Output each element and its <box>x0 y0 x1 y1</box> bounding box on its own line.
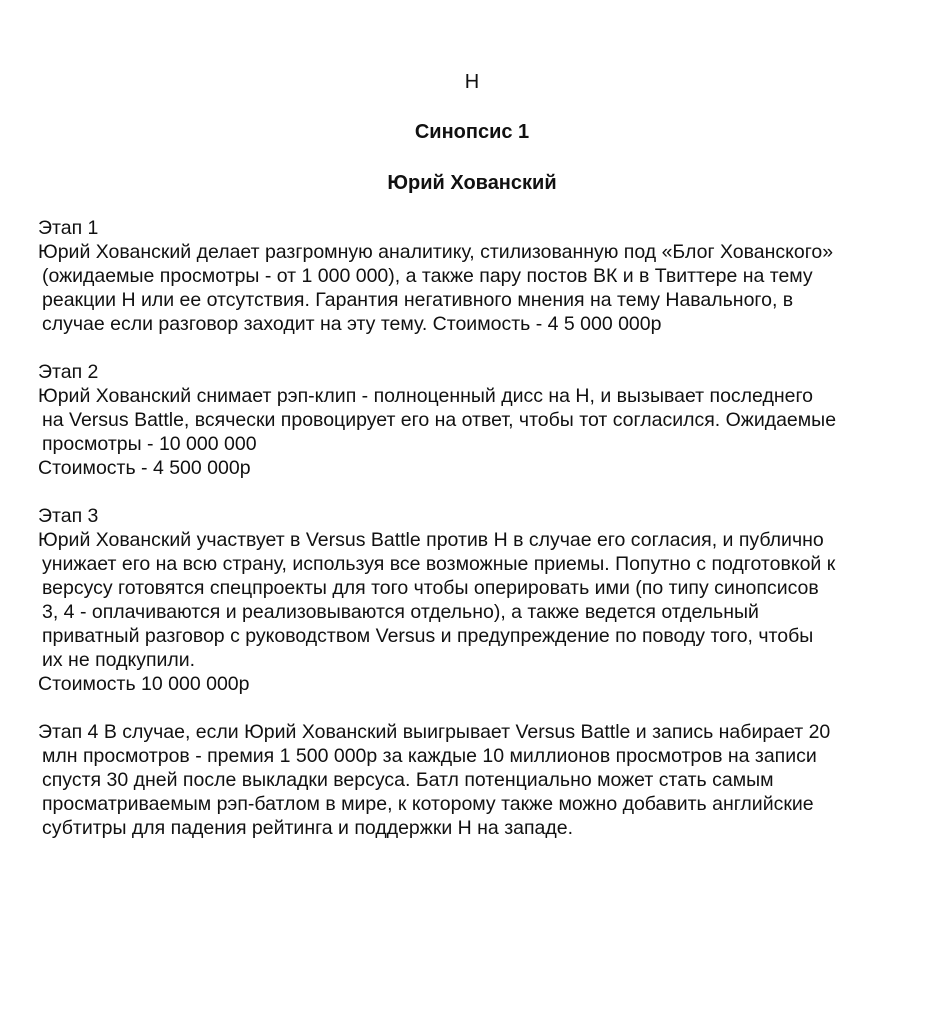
stage-line: версусу готовятся спецпроекты для того чтобы оперировать ими (по типу синопсисов <box>42 577 819 599</box>
document-subtitle: Юрий Хованский <box>387 172 557 194</box>
stage-line: млн просмотров - премия 1 500 000р за каждые 10 миллионов просмотров на записи <box>42 745 817 767</box>
stage-heading: Этап 2 <box>38 361 99 383</box>
stage-cost: Стоимость 10 000 000р <box>38 673 250 695</box>
stage-line: (ожидаемые просмотры - от 1 000 000), а также пару постов ВК и в Твиттере на тему <box>42 265 813 287</box>
stage-line: Юрий Хованский участвует в Versus Battle против Н в случае его согласия, и публично <box>38 529 824 551</box>
stage-line: приватный разговор с руководством Versus и предупреждение по поводу того, чтобы <box>42 625 814 647</box>
stage-line: унижает его на всю страну, используя все возможные приемы. Попутно с подготовкой к <box>42 553 836 575</box>
stage-3 <box>38 504 918 696</box>
stage-line: 3, 4 - оплачиваются и реализовываются отдельно), а также ведется отдельный <box>42 601 759 623</box>
stage-line: спустя 30 дней после выкладки версуса. Батл потенциально может стать самым <box>42 769 774 791</box>
stage-line: реакции Н или ее отсутствия. Гарантия негативного мнения на тему Навального, в <box>42 289 794 311</box>
stage-heading: Этап 1 <box>38 217 99 239</box>
stage-line: просматриваемым рэп-батлом в мире, к которому также можно добавить английские <box>42 793 814 815</box>
stage-line: Юрий Хованский снимает рэп-клип - полноценный дисс на Н, и вызывает последнего <box>38 385 813 407</box>
stage-line: просмотры - 10 000 000 <box>42 433 257 455</box>
stage-line: их не подкупили. <box>42 649 196 671</box>
stage-2 <box>38 360 918 480</box>
stage-line: случае если разговор заходит на эту тему. Стоимость - 4 5 000 000р <box>42 313 662 335</box>
stage-line: на Versus Battle, всячески провоцирует его на ответ, чтобы тот согласился. Ожидаемые <box>42 409 837 431</box>
stage-heading: Этап 3 <box>38 505 99 527</box>
stage-cost: Стоимость - 4 500 000р <box>38 457 251 479</box>
stage-1 <box>38 216 918 336</box>
stage-4 <box>38 720 918 840</box>
document-body <box>38 216 918 864</box>
stage-line: субтитры для падения рейтинга и поддержки Н на западе. <box>42 817 574 839</box>
document-title: Синопсис 1 <box>414 121 530 143</box>
stage-line: Юрий Хованский делает разгромную аналитику, стилизованную под «Блог Хованского» <box>38 241 834 263</box>
stage-line: Этап 4 В случае, если Юрий Хованский выигрывает Versus Battle и запись набирает 20 <box>38 721 831 743</box>
document-letter: Н <box>464 71 480 93</box>
